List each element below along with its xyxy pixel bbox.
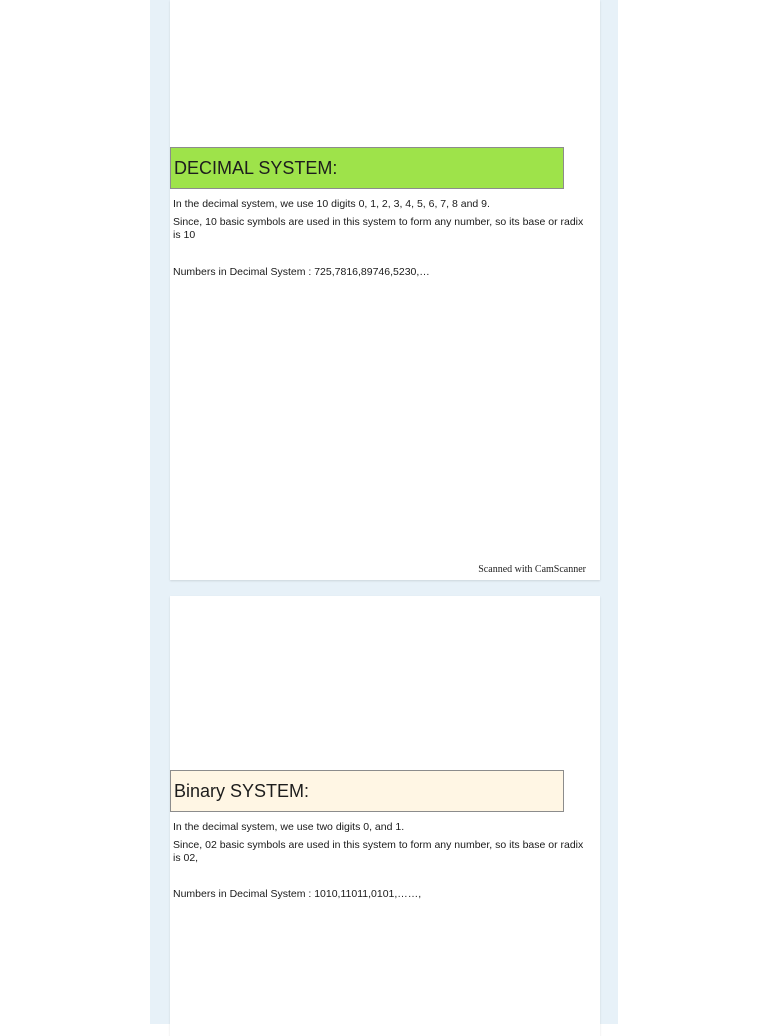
binary-digits-paragraph: In the decimal system, we use two digits 0, and 1. [173, 821, 405, 833]
binary-system-heading: Binary SYSTEM: [170, 770, 564, 812]
camscanner-watermark: Scanned with CamScanner [478, 564, 586, 575]
decimal-system-heading: DECIMAL SYSTEM: [170, 147, 564, 189]
document-viewer[interactable] [150, 0, 618, 1024]
document-page-1 [170, 0, 600, 580]
binary-examples-paragraph: Numbers in Decimal System : 1010,11011,0101,……, [173, 888, 422, 900]
decimal-digits-paragraph: In the decimal system, we use 10 digits 0, 1, 2, 3, 4, 5, 6, 7, 8 and 9. [173, 198, 490, 210]
decimal-base-paragraph: Since, 10 basic symbols are used in this system to form any number, so its base or radix is 10 [173, 216, 584, 241]
document-page-2 [170, 596, 600, 1036]
binary-base-paragraph: Since, 02 basic symbols are used in this system to form any number, so its base or radix is 02, [173, 839, 584, 864]
decimal-examples-paragraph: Numbers in Decimal System : 725,7816,89746,5230,… [173, 266, 430, 278]
